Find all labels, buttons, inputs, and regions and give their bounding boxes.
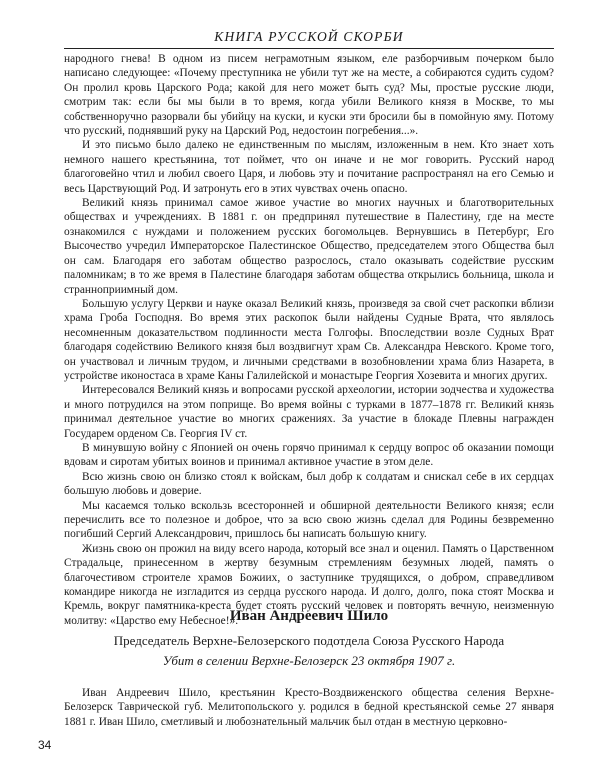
paragraph: Мы касаемся только вскользь всесторонней и обширной деятельности Великого князя; если перечислить все то полезное и доброе, что за всю свою жизнь сделал для Родины безвременно погибший Сергий Александрович, пришлось бы написать большую книгу. — [64, 499, 554, 541]
person-name: Иван Андреевич Шило — [229, 608, 389, 624]
biography-text — [64, 686, 554, 729]
main-text — [64, 52, 554, 628]
paragraph: Всю жизнь свою он близко стоял к войскам, был добр к солдатам и снискал себе в их сердцах большую любовь и доверие. — [64, 470, 554, 498]
paragraph: Интересовался Великий князь и вопросами русской археологии, истории зодчества и художества и много потрудился на этом поприще. Во время войны с турками в 1877–1878 гг. Великий князь принимал деятельное участие во многих сражениях. За участие в блокаде Плевны награжден Государем орденом Св. Георгия IV ст. — [64, 384, 554, 440]
running-title: КНИГА РУССКОЙ СКОРБИ — [214, 29, 404, 44]
paragraph: народного гнева! В одном из писем неграмотным языком, еле разборчивым почерком было написано следующее: «Почему преступника не убили тут же на месте, а собираются судить судом? Он пролил кровь Царского Рода; какой для него может быть суд? Мы, простые русские люди, смотрим так: если бы мы были в то время, когда убили Великого князя в Москве, то мы собственноручно разорвали бы убийцу на куски, и куски эти бросили бы в помойную яму. Потому что русский, поднявший руку на Царский Род, недостоин погребения...». — [64, 53, 554, 138]
person-heading — [64, 608, 554, 669]
paragraph: Большую услугу Церкви и науке оказал Великий князь, произведя за свой счет раскопки вблизи храма Гроба Господня. Во время этих раскопок были найдены Судные Врата, что являлось несомненным доказательством подлинности места Голгофы. Впоследствии возле Судных Врат благодаря содействию Великого князя был воздвигнут храм Св. Александра Невского. Кроме того, он участвовал и личным трудом, и личными средствами в возобновлении храма близ Назарета, в устройстве иконостаса в храме Каны Галилейской и монастыре Георгия Хозевита и многих других. — [64, 297, 554, 382]
paragraph: Великий князь принимал самое живое участие во многих научных и благотворительных обществах и учреждениях. В 1881 г. он предпринял путешествие в Палестину, где на месте ознакомился с нуждами и положением русских богомольцев. Вернувшись в Петербург, Его Высочество учредил Императорское Палестинское Общество, председателем этого Общества был он сам. Благодаря его заботам общество разрослось, стало оказывать содействие русским паломникам; в то же время в Палестине благодаря заботам общества открылись больница, школа и странноприимный дом. — [64, 197, 554, 296]
running-header — [64, 25, 554, 55]
header-rule — [64, 48, 554, 49]
person-subtitle: Председатель Верхне-Белозерского подотдела Союза Русского Народа — [113, 633, 505, 648]
page-number: 34 — [38, 738, 52, 752]
paragraph: И это письмо было далеко не единственным по мыслям, изложенным в нем. Кто знает хоть немного нашего крестьянина, тот поймет, что он иначе и не мог говорить. Русский народ благоговейно чтил и любил своего Царя, и любовь эту и почитание распространял на его Семью и весь Царствующий Род. И затронуть его в этих чувствах очень опасно. — [64, 139, 554, 195]
paragraph: В минувшую войну с Японией он очень горячо принимал к сердцу вопрос об оказании помощи вдовам и сиротам убитых воинов и принимал активное участие в этом деле. — [64, 441, 554, 469]
paragraph: Иван Андреевич Шило, крестьянин Кресто-Воздвиженского общества селения Верхне-Белозерск Таврической губ. Мелитопольского у. родился в бедной крестьянской семье 27 января 1881 г. Иван Шило, сметливый и любознательный мальчик был отдан в местную церковно- — [64, 687, 554, 728]
person-death-note: Убит в селении Верхне-Белозерск 23 октября 1907 г. — [162, 653, 456, 668]
paragraph: Жизнь свою он прожил на виду всего народа, который все знал и оценил. Память о Царственном Страдальце, принесенном в жертву безумным стремлениям безумных людей, память о благочестивом строителе храмов Божиих, о заступнике трудящихся, о добром, справедливом командире никогда не изгладится из сердца русского народа. И долго, долго, пока стоят Москва и Кремль, вокруг памятника-креста будет стоять русский человек и повторять вечную, неизменную молитву: «Царство ему Небесное!». — [64, 542, 554, 627]
